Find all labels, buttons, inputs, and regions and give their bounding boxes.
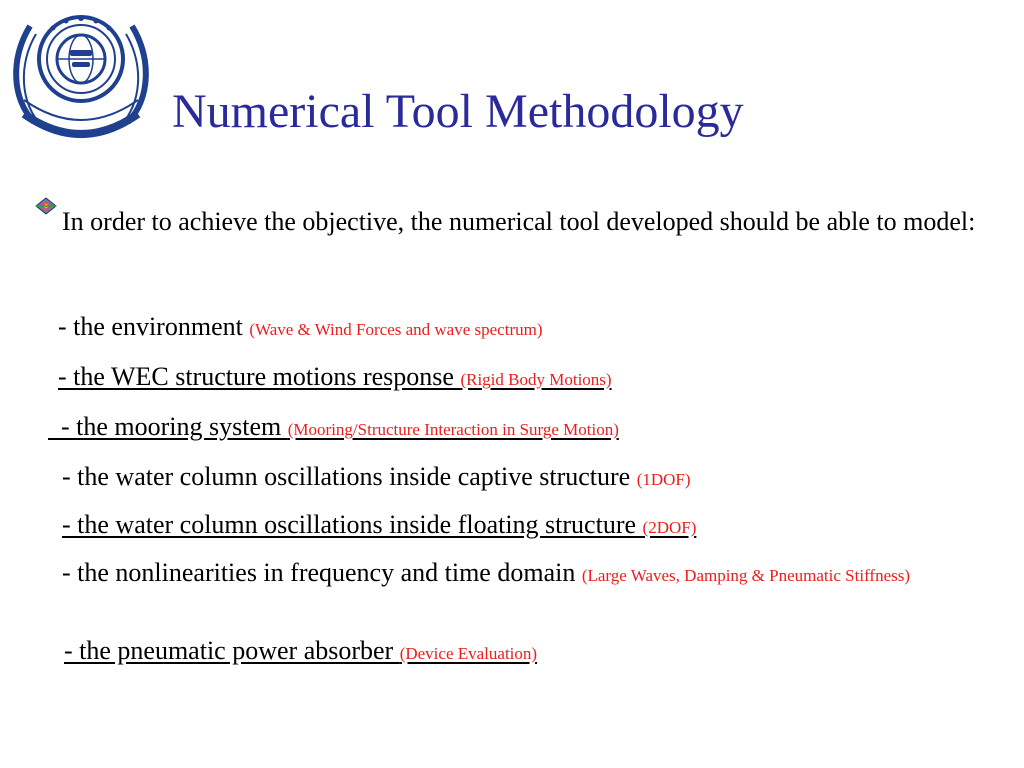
- item-text: - the water column oscillations inside floating structure: [62, 510, 637, 539]
- list-item: [62, 558, 1000, 591]
- item-note: (Rigid Body Motions): [460, 370, 612, 389]
- item-note: (Wave & Wind Forces and wave spectrum): [249, 320, 543, 339]
- item-text: - the environment: [58, 312, 243, 341]
- item-text: - the water column oscillations inside captive structure: [62, 462, 631, 491]
- list-item: [62, 510, 696, 543]
- list-item: [48, 412, 619, 445]
- list-item: [58, 362, 612, 395]
- organization-logo: [6, 4, 156, 144]
- item-text: - the pneumatic power absorber: [64, 636, 400, 665]
- item-note: (Device Evaluation): [399, 644, 538, 663]
- list-item: [62, 462, 691, 495]
- item-text: - the nonlinearities in frequency and time domain: [62, 558, 576, 587]
- item-text: - the mooring system: [61, 412, 288, 441]
- item-note: (Mooring/Structure Interaction in Surge Motion): [287, 420, 619, 439]
- list-item: [58, 312, 543, 345]
- multicolor-bullet-icon: [34, 196, 58, 216]
- item-note: (2DOF): [642, 518, 697, 537]
- intro-paragraph: In order to achieve the objective, the numerical tool developed should be able to model:: [62, 207, 976, 236]
- item-text: - the WEC structure motions response: [58, 362, 454, 391]
- item-note: (1DOF): [636, 470, 691, 489]
- item-note: (Large Waves, Damping & Pneumatic Stiffness): [581, 566, 911, 585]
- slide-title: Numerical Tool Methodology: [172, 85, 744, 138]
- list-item: [64, 636, 537, 669]
